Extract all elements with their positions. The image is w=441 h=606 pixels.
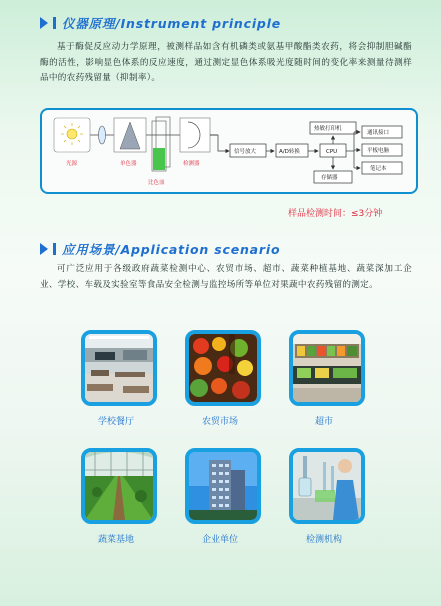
testing-institution-image bbox=[289, 448, 365, 524]
cpu-label: CPU bbox=[326, 149, 338, 155]
storage-label: 存储器 bbox=[321, 175, 338, 181]
principle-header bbox=[40, 14, 281, 32]
light-source-icon bbox=[54, 118, 90, 152]
scenario-header bbox=[40, 240, 280, 258]
cuvette-icon bbox=[152, 117, 170, 171]
scenario-label-1: 学校餐厅 bbox=[97, 417, 134, 427]
laptop-label: 笔记本 bbox=[370, 166, 387, 172]
arrow-bullet-icon bbox=[40, 243, 48, 255]
monochromator-label: 单色器 bbox=[120, 161, 137, 167]
vegetable-base-image bbox=[81, 448, 157, 524]
cuvette-label: 比色皿 bbox=[148, 180, 165, 186]
principle-paragraph: 基于酶促反应动力学原理，被测样品如含有机磷类或氨基甲酸酯类农药，将会抑制胆碱酯酶的活性，影响显色体系的反应速度，通过测定显色体系吸光度随时间的变化率来测量待测样品中的农药残留量（抑制率）。 bbox=[40, 42, 412, 83]
supermarket-image bbox=[289, 330, 365, 406]
scenario-label-2: 农贸市场 bbox=[201, 417, 238, 427]
scenario-title: 应用场景/Application scenario bbox=[62, 242, 281, 257]
ad-label: A/D转换 bbox=[279, 149, 300, 155]
printer-label: 热敏打印机 bbox=[314, 126, 342, 132]
farmers-market-image bbox=[185, 330, 261, 406]
detector-icon bbox=[180, 118, 210, 152]
monochromator-icon bbox=[114, 118, 146, 152]
principle-diagram bbox=[40, 108, 418, 194]
tablet-label: 平板电脑 bbox=[367, 148, 390, 154]
amplifier-label: 信号放大 bbox=[234, 149, 257, 155]
enterprise-image bbox=[185, 448, 261, 524]
scenario-label-5: 企业单位 bbox=[201, 535, 238, 545]
lens-icon bbox=[99, 126, 106, 144]
scenario-label-6: 检测机构 bbox=[305, 535, 342, 545]
scenario-label-4: 蔬菜基地 bbox=[97, 535, 134, 545]
school-canteen-image bbox=[81, 330, 157, 406]
bar-bullet-icon bbox=[53, 243, 56, 255]
detect-time: 样品检测时间：≤3分钟 bbox=[288, 209, 383, 219]
detector-label: 检测器 bbox=[183, 161, 200, 167]
comm-label: 通讯接口 bbox=[367, 130, 390, 136]
principle-title: 仪器原理/Instrument principle bbox=[62, 16, 282, 31]
light-source-label: 光源 bbox=[66, 161, 78, 167]
scenario-label-3: 超市 bbox=[314, 417, 333, 427]
arrow-bullet-icon bbox=[40, 17, 48, 29]
bar-bullet-icon bbox=[53, 17, 56, 29]
scenario-paragraph: 可广泛应用于各级政府蔬菜检测中心、农贸市场、超市、蔬菜种植基地、蔬菜深加工企业、学校、车载及实验室等食品安全检测与监控场所等单位对果蔬中农药残留的测定。 bbox=[40, 264, 412, 290]
